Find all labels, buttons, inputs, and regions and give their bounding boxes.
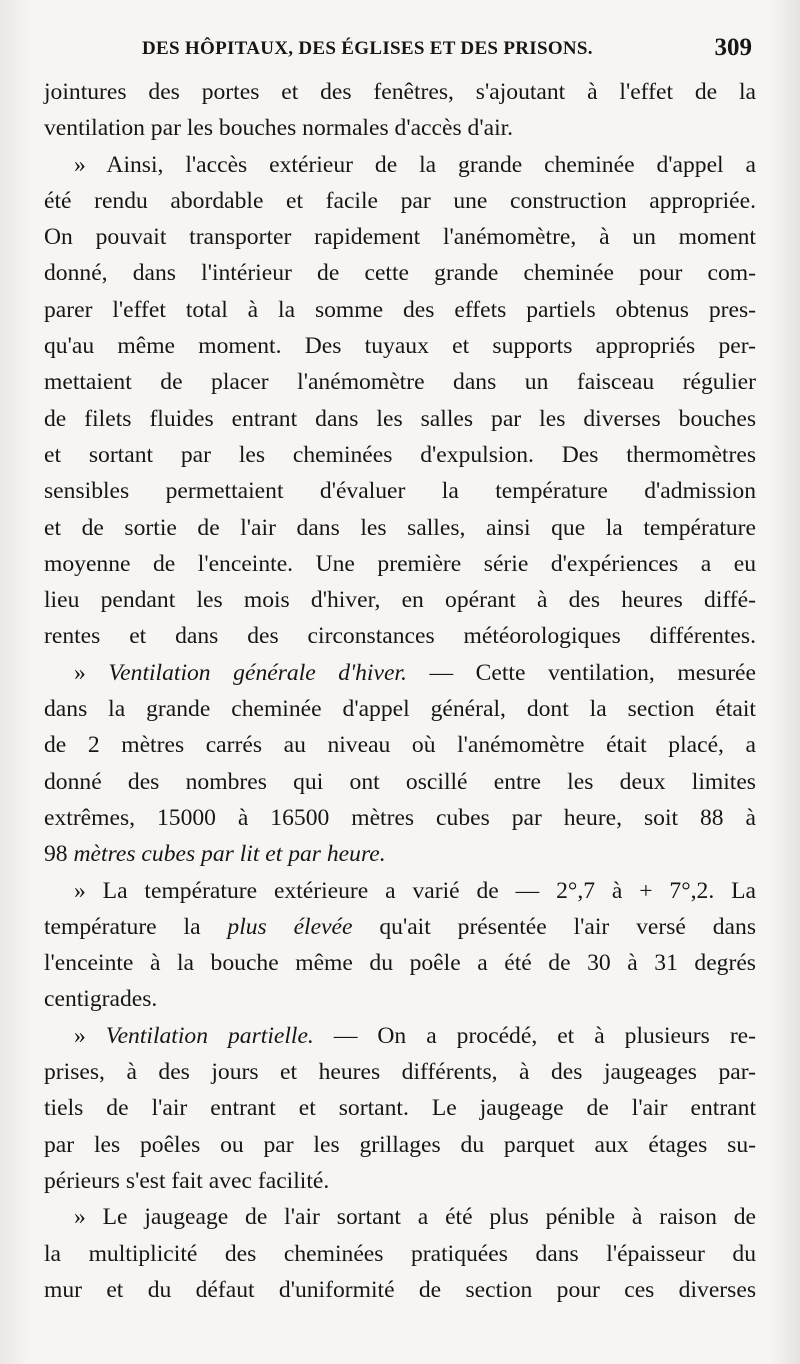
text-line: parer l'effet total à la somme des effets partiels obtenus pres-: [44, 296, 756, 323]
text-segment: »: [74, 1022, 106, 1049]
text-line: lieu pendant les mois d'hiver, en opérant à des heures diffé-: [44, 587, 756, 614]
text-line: centigrades.: [44, 986, 158, 1013]
text-line: dans la grande cheminée d'appel général, dont la section était: [44, 696, 756, 723]
italic-phrase: mètres cubes par lit et par heure.: [73, 841, 386, 868]
text-line: donné, dans l'intérieur de cette grande cheminée pour com-: [44, 260, 756, 287]
text-line: rentes et dans des circonstances météorologiques différentes.: [44, 623, 756, 650]
text-line: moyenne de l'enceinte. Une première série d'expériences a eu: [44, 550, 756, 577]
text-line: On pouvait transporter rapidement l'anémomètre, à un moment: [44, 224, 756, 251]
text-line: prises, à des jours et heures différents, à des jaugeages par-: [44, 1059, 756, 1086]
text-line: été rendu abordable et facile par une construction appropriée.: [44, 187, 756, 214]
text-line: [44, 909, 756, 945]
text-line: » Ainsi, l'accès extérieur de la grande cheminée d'appel a: [74, 151, 756, 178]
text-line: [44, 655, 756, 691]
running-head: [44, 30, 756, 74]
running-title: DES HÔPITAUX, DES ÉGLISES ET DES PRISONS.: [142, 38, 593, 59]
text-line: et de sortie de l'air dans les salles, ainsi que la température: [44, 514, 756, 541]
text-line: qu'au même moment. Des tuyaux et supports appropriés per-: [44, 333, 756, 360]
text-line: mettaient de placer l'anémomètre dans un faisceau régulier: [44, 369, 756, 396]
text-line: périeurs s'est fait avec facilité.: [44, 1167, 330, 1194]
text-line: tiels de l'air entrant et sortant. Le jaugeage de l'air entrant: [44, 1095, 756, 1122]
text-line: ventilation par les bouches normales d'accès d'air.: [44, 115, 514, 142]
text-line: sensibles permettaient d'évaluer la température d'admission: [44, 478, 756, 505]
text-line: » La température extérieure a varié de — 2°,7 à + 7°,2. La: [74, 877, 756, 904]
italic-phrase: Ventilation générale d'hiver.: [108, 659, 407, 686]
text-segment: »: [74, 659, 109, 686]
text-line: extrêmes, 15000 à 16500 mètres cubes par heure, soit 88 à: [44, 804, 756, 831]
text-line: l'enceinte à la bouche même du poêle a été de 30 à 31 degrés: [44, 950, 756, 977]
text-segment: — On a procédé, et à plusieurs re-: [313, 1022, 757, 1049]
text-line: » Le jaugeage de l'air sortant a été plus pénible à raison de: [74, 1204, 756, 1231]
text-line: la multiplicité des cheminées pratiquées dans l'épaisseur du: [44, 1240, 756, 1267]
text-line: jointures des portes et des fenêtres, s'ajoutant à l'effet de la: [44, 79, 756, 105]
text-segment: température la: [44, 913, 228, 940]
text-line: par les poêles ou par les grillages du parquet aux étages su-: [44, 1131, 756, 1158]
text-line: [44, 1018, 756, 1054]
italic-phrase: Ventilation partielle.: [105, 1022, 314, 1049]
text-line: de filets fluides entrant dans les salles par les diverses bouches: [44, 405, 756, 432]
text-line: donné des nombres qui ont oscillé entre les deux limites: [44, 768, 756, 795]
text-segment: qu'ait présentée l'air versé dans: [352, 913, 757, 940]
italic-phrase: plus élevée: [227, 913, 353, 940]
text-line: et sortant par les cheminées d'expulsion. Des thermomètres: [44, 441, 756, 468]
text-segment: 98: [44, 841, 74, 868]
text-line: mur et du défaut d'uniformité de section pour ces diverses: [44, 1276, 756, 1303]
text-segment: — Cette ventilation, mesurée: [406, 659, 756, 686]
page-number: 309: [714, 34, 752, 61]
body-text: [44, 74, 756, 1308]
text-line: de 2 mètres carrés au niveau où l'anémomètre était placé, a: [44, 732, 756, 759]
text-line: [44, 836, 756, 872]
